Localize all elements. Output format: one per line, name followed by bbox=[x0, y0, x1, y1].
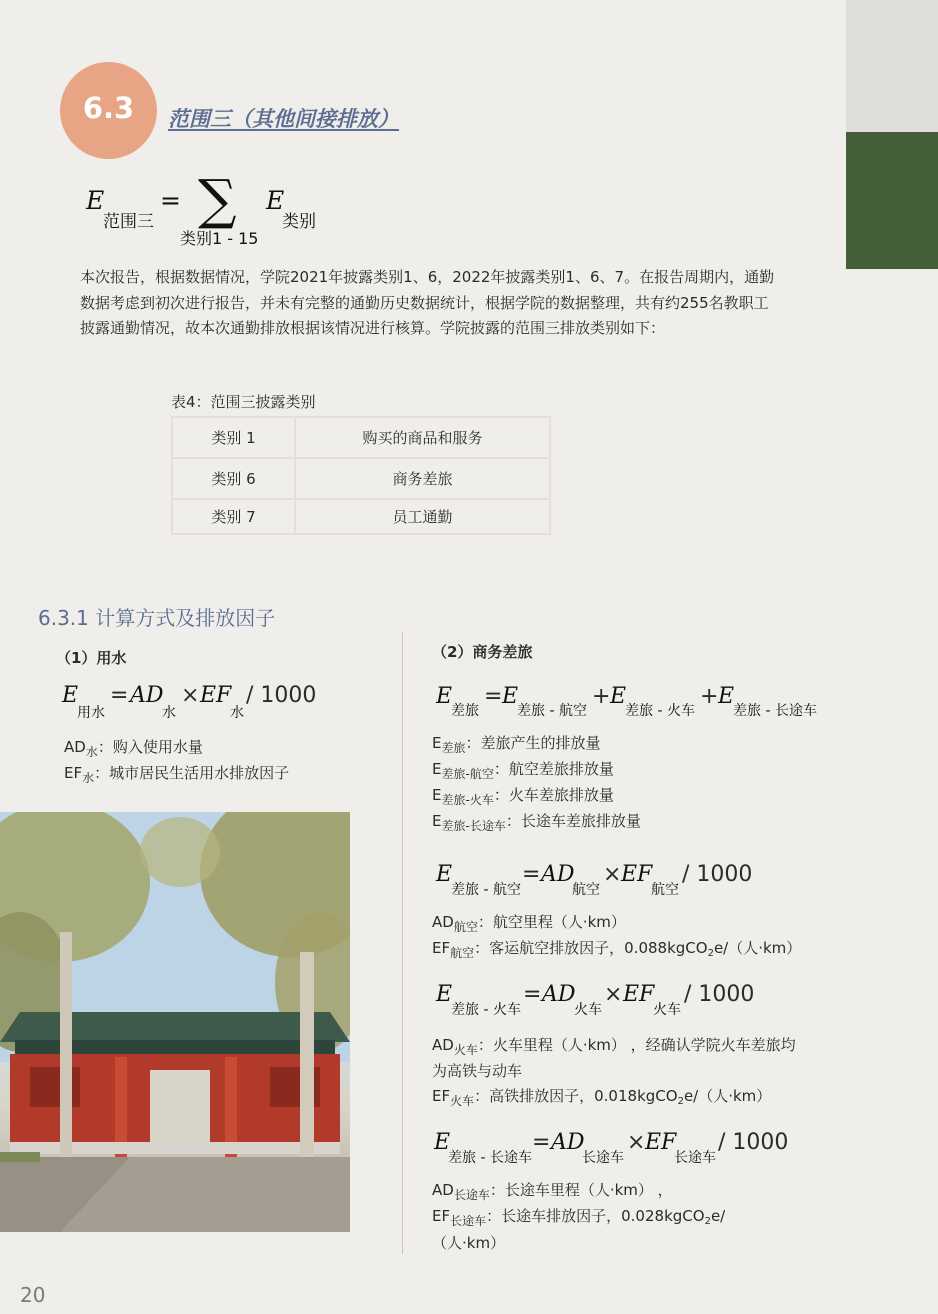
definition-line: $E_{差旅}$：差旅产生的排放量 bbox=[432, 734, 601, 755]
table-cell: 类别 6 bbox=[172, 458, 295, 499]
definition-line: $E_{差旅-火车}$：火车差旅排放量 bbox=[432, 786, 614, 807]
formula-plus: + bbox=[592, 684, 611, 709]
formula-equals: = bbox=[522, 862, 541, 887]
formula-symbol: AD bbox=[130, 683, 164, 708]
definition-line: $AD_{航空}$：航空里程（人·km） bbox=[432, 913, 626, 934]
definition-line: $EF_{火车}$：高铁排放因子，0.018kgCO$_2$e/（人·km） bbox=[432, 1087, 772, 1108]
column-divider bbox=[402, 632, 403, 1254]
definition-line: $E_{差旅-长途车}$：长途车差旅排放量 bbox=[432, 812, 641, 833]
formula-symbol: E bbox=[436, 982, 453, 1007]
formula-symbol: EF bbox=[621, 862, 653, 887]
formula-subscript: 差旅 - 长途车 bbox=[448, 1150, 532, 1166]
definition-line: $EF_水$：城市居民生活用水排放因子 bbox=[64, 764, 290, 785]
definition-line: $AD_水$：购入使用水量 bbox=[64, 738, 203, 759]
formula-divide: / 1000 bbox=[684, 982, 755, 1007]
formula-subscript: 火车 bbox=[653, 1002, 681, 1018]
formula-subscript: 差旅 - 火车 bbox=[625, 703, 695, 719]
definition-line: （人·km） bbox=[432, 1234, 506, 1252]
formula-subscript: 水 bbox=[162, 705, 176, 721]
section-title: 范围三（其他间接排放） bbox=[168, 107, 399, 131]
formula-symbol: E bbox=[434, 1130, 451, 1155]
formula-symbol: AD bbox=[551, 1130, 585, 1155]
formula-equals: = bbox=[484, 684, 503, 709]
formula-symbol: EF bbox=[200, 683, 232, 708]
edge-decoration-light bbox=[846, 0, 938, 132]
formula-equals: = bbox=[523, 982, 542, 1007]
formula-times: × bbox=[604, 982, 623, 1007]
table-cell: 类别 1 bbox=[172, 417, 295, 458]
formula-subscript: 差旅 - 火车 bbox=[451, 1002, 521, 1018]
formula-subscript: 长途车 bbox=[582, 1150, 624, 1166]
formula-times: × bbox=[181, 683, 200, 708]
table-cell: 员工通勤 bbox=[295, 499, 550, 534]
formula-subscript: 差旅 - 航空 bbox=[451, 882, 521, 898]
formula-times: × bbox=[627, 1130, 646, 1155]
formula-symbol: E bbox=[436, 684, 453, 709]
formula-plus: + bbox=[700, 684, 719, 709]
train-definitions bbox=[432, 1033, 796, 1111]
formula-subscript: 类别 bbox=[282, 212, 316, 232]
formula-symbol: E bbox=[62, 683, 79, 708]
table-caption: 表4：范围三披露类别 bbox=[171, 393, 316, 411]
table-cell: 购买的商品和服务 bbox=[295, 417, 550, 458]
formula-subscript: 差旅 bbox=[451, 703, 479, 719]
table-row bbox=[172, 417, 550, 458]
formula-times: × bbox=[603, 862, 622, 887]
table-cell: 类别 7 bbox=[172, 499, 295, 534]
definition-line: 为高铁与动车 bbox=[432, 1062, 523, 1080]
formula-equals: = bbox=[160, 186, 181, 215]
formula-subscript: 用水 bbox=[77, 705, 105, 721]
formula-symbol: E bbox=[502, 684, 519, 709]
formula-symbol: E bbox=[436, 862, 453, 887]
formula-subscript: 水 bbox=[230, 705, 244, 721]
definition-line: $E_{差旅-航空}$：航空差旅排放量 bbox=[432, 760, 614, 781]
formula-divide: / 1000 bbox=[682, 862, 753, 887]
formula-equals: = bbox=[110, 683, 129, 708]
formula-subscript: 差旅 - 航空 bbox=[517, 703, 587, 719]
definition-line: $EF_{长途车}$：长途车排放因子，0.028kgCO$_2$e/ bbox=[432, 1207, 726, 1228]
formula-symbol: AD bbox=[542, 982, 576, 1007]
formula-equals: = bbox=[532, 1130, 551, 1155]
definition-line: $AD_{火车}$：火车里程（人·km） ，经确认学院火车差旅均 bbox=[432, 1036, 796, 1057]
table-row bbox=[172, 458, 550, 499]
campus-gate-photo bbox=[0, 812, 350, 1232]
table-cell: 商务差旅 bbox=[295, 458, 550, 499]
formula-symbol: E bbox=[86, 186, 105, 215]
formula-subscript: 航空 bbox=[572, 882, 600, 898]
air-definitions bbox=[432, 910, 801, 963]
water-label: （1）用水 bbox=[56, 649, 127, 667]
formula-subscript: 火车 bbox=[574, 1002, 602, 1018]
sigma-subscript: 类别1 - 15 bbox=[180, 229, 259, 248]
formula-subscript: 航空 bbox=[651, 882, 679, 898]
definition-line: $EF_{航空}$：客运航空排放因子，0.088kgCO$_2$e/（人·km） bbox=[432, 939, 802, 960]
subsection-title: 6.3.1 计算方式及排放因子 bbox=[38, 606, 276, 630]
formula-symbol: AD bbox=[541, 862, 575, 887]
formula-subscript: 长途车 bbox=[674, 1150, 716, 1166]
table-row bbox=[172, 499, 550, 534]
formula-subscript: 差旅 - 长途车 bbox=[733, 703, 817, 719]
formula-divide: / 1000 bbox=[246, 683, 317, 708]
travel-definitions bbox=[432, 731, 641, 835]
scope3-category-table bbox=[171, 416, 551, 535]
section-number-badge: 6.3 bbox=[60, 62, 157, 159]
formula-symbol: E bbox=[718, 684, 735, 709]
travel-label: （2）商务差旅 bbox=[432, 643, 533, 661]
gate-illustration bbox=[0, 812, 350, 1232]
sigma-symbol: ∑ bbox=[198, 168, 237, 231]
coach-definitions bbox=[432, 1178, 725, 1256]
formula-symbol: EF bbox=[623, 982, 655, 1007]
intro-paragraph: 本次报告，根据数据情况，学院2021年披露类别1、6，2022年披露类别1、6、7。在报告周期内，通勤数据考虑到初次进行报告，并未有完整的通勤历史数据统计，根据学院的数据整理，共有约255名教职工披露通勤情况，故本次通勤排放根据该情况进行核算。学院披露的范围三排放类别如下： bbox=[80, 268, 775, 337]
formula-symbol: E bbox=[266, 186, 285, 215]
formula-symbol: E bbox=[610, 684, 627, 709]
formula-divide: / 1000 bbox=[718, 1130, 789, 1155]
formula-symbol: EF bbox=[645, 1130, 677, 1155]
page-number: 20 bbox=[20, 1283, 46, 1307]
water-definitions bbox=[64, 735, 289, 787]
definition-line: $AD_{长途车}$：长途车里程（人·km） ， bbox=[432, 1181, 673, 1202]
edge-decoration-green bbox=[846, 132, 938, 269]
formula-subscript: 范围三 bbox=[103, 212, 154, 232]
